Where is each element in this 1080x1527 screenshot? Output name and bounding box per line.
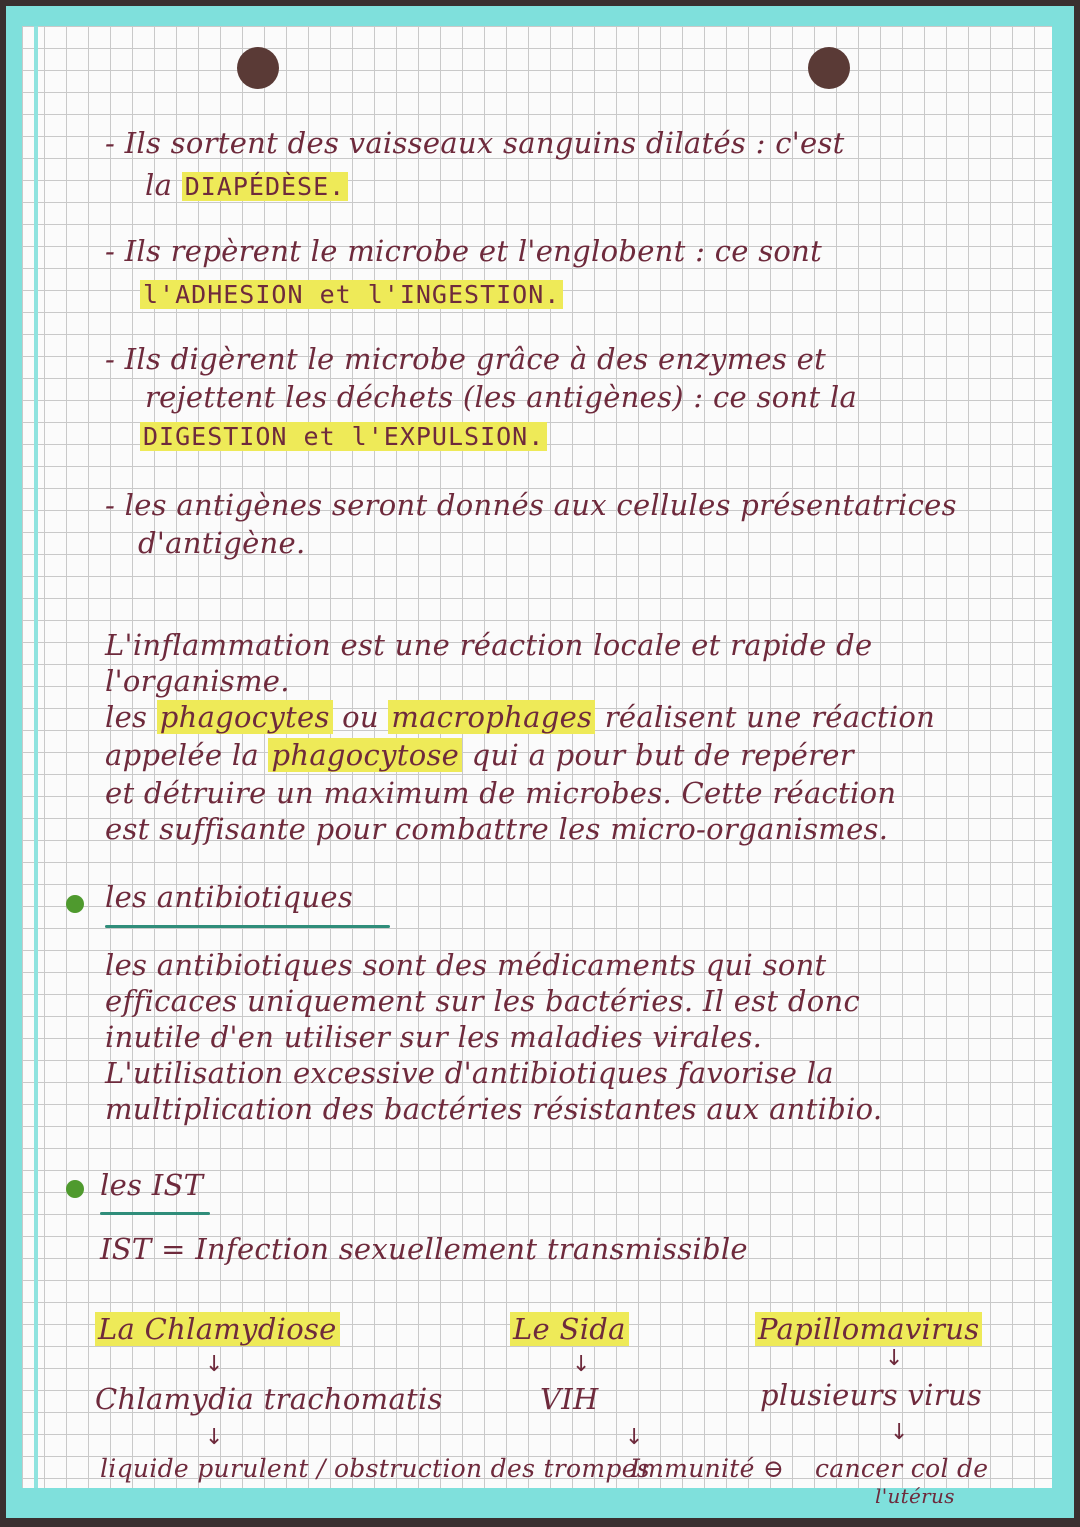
ist-effect: l'utérus: [875, 1484, 955, 1508]
arrow-down-icon: ↓: [205, 1352, 224, 1377]
paragraph-line: L'inflammation est une réaction locale et rapide de: [105, 628, 873, 662]
paragraph-line: inutile d'en utiliser sur les maladies virales.: [105, 1020, 763, 1054]
step-line: rejettent les déchets (les antigènes) : ce sont la: [145, 380, 858, 414]
heading-underline: [105, 925, 390, 928]
highlight-phagocytes: phagocytes: [157, 700, 333, 734]
punch-hole-left: [237, 47, 279, 89]
paragraph-line: multiplication des bactéries résistantes aux antibio.: [105, 1092, 883, 1126]
step-line: d'antigène.: [138, 526, 306, 560]
text: ou: [332, 700, 389, 734]
ist-title: [510, 1312, 629, 1346]
paragraph-line: efficaces uniquement sur les bactéries. Il est donc: [105, 984, 860, 1018]
ist-title: [95, 1312, 340, 1346]
ist-title: [755, 1312, 982, 1346]
step-line: - Ils repèrent le microbe et l'englobent : ce sont: [105, 234, 823, 268]
margin-line: [34, 26, 38, 1488]
ist-effect: Immunité ⊖: [630, 1454, 785, 1483]
ist-agent: VIH: [540, 1382, 599, 1416]
text: qui a pour but de repérer: [462, 738, 854, 772]
definition: IST = Infection sexuellement transmissible: [100, 1232, 748, 1266]
ist-effect: liquide purulent / obstruction des trompes: [100, 1454, 650, 1483]
ist-effect: cancer col de: [815, 1454, 989, 1483]
paragraph-line: les antibiotiques sont des médicaments qui sont: [105, 948, 827, 982]
step-line: - les antigènes seront donnés aux cellules présentatrices: [105, 488, 957, 522]
highlight-diapedese: DIAPÉDÈSE.: [182, 172, 349, 201]
paragraph-line: est suffisante pour combattre les micro-organismes.: [105, 812, 889, 846]
step-line: [140, 418, 547, 452]
ist-agent: plusieurs virus: [760, 1378, 983, 1412]
text: les: [105, 700, 157, 734]
paragraph-line: l'organisme.: [105, 664, 290, 698]
bullet-icon: [66, 1180, 84, 1198]
highlight-macrophages: macrophages: [388, 700, 595, 734]
text: réalisent une réaction: [595, 700, 936, 734]
arrow-down-icon: ↓: [885, 1346, 904, 1371]
highlight-sida: Le Sida: [510, 1312, 629, 1346]
highlight-adhesion-ingestion: l'ADHESION et l'INGESTION.: [140, 280, 563, 309]
bullet-icon: [66, 895, 84, 913]
paragraph-line: [105, 738, 854, 772]
highlight-papillomavirus: Papillomavirus: [755, 1312, 982, 1346]
highlight-digestion-expulsion: DIGESTION et l'EXPULSION.: [140, 422, 547, 451]
heading-underline: [100, 1212, 210, 1215]
section-heading: les antibiotiques: [105, 880, 354, 914]
paragraph-line: et détruire un maximum de microbes. Cette réaction: [105, 776, 897, 810]
text: appelée la: [105, 738, 269, 772]
punch-hole-right: [808, 47, 850, 89]
arrow-down-icon: ↓: [205, 1425, 224, 1450]
highlight-chlamydiose: La Chlamydiose: [95, 1312, 340, 1346]
step-line: - Ils digèrent le microbe grâce à des enzymes et: [105, 342, 827, 376]
step-line: [140, 276, 563, 310]
ist-agent: Chlamydia trachomatis: [95, 1382, 443, 1416]
step-line: - Ils sortent des vaisseaux sanguins dilatés : c'est: [105, 126, 845, 160]
arrow-down-icon: ↓: [572, 1352, 591, 1377]
section-heading: les IST: [100, 1168, 204, 1202]
highlight-phagocytose: phagocytose: [268, 738, 462, 772]
arrow-down-icon: ↓: [890, 1420, 909, 1445]
text: la: [145, 168, 182, 202]
step-line: [145, 168, 348, 202]
paragraph-line: L'utilisation excessive d'antibiotiques favorise la: [105, 1056, 834, 1090]
arrow-down-icon: ↓: [625, 1425, 644, 1450]
paragraph-line: [105, 700, 935, 734]
